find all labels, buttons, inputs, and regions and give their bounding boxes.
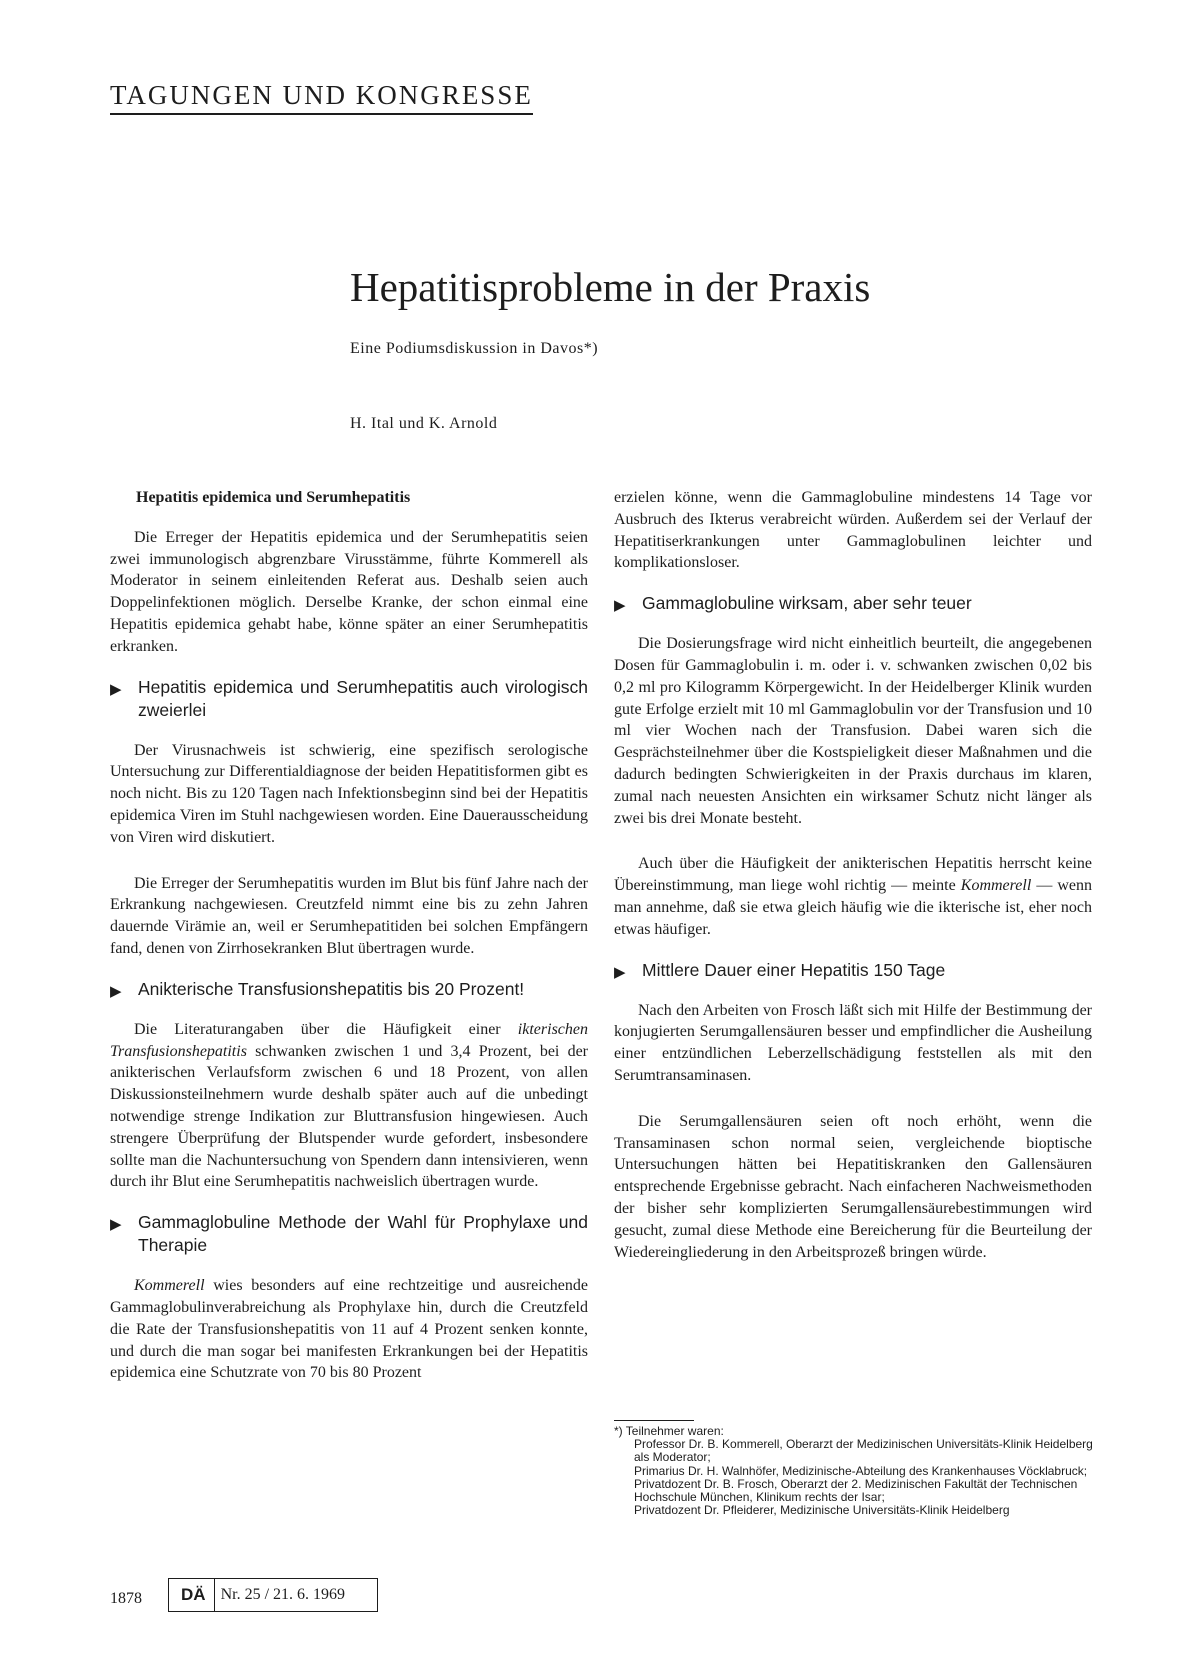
subheading: ▶ Gammaglobuline Methode der Wahl für Prophylaxe und Therapie bbox=[110, 1212, 588, 1256]
paragraph: Die Serumgallensäuren seien oft noch erhöht, wenn die Transaminasen schon normal seien, vergleichende bioptische Untersuchungen hätten bei Hepatitiskranken den Gallensäuren entsprechende Ergebnisse gebracht. Nach einfacheren Nachweismethoden der bisher sehr komplizierten Serumgallensäurebestimmungen wird gesucht, zumal diese Methode eine Bereicherung für die Beurteilung der Wiedereingliederung in den Arbeitsprozeß bringen würde. bbox=[614, 1112, 1092, 1261]
journal-issue-box bbox=[168, 1578, 378, 1612]
triangle-right-icon: ▶ bbox=[110, 1216, 122, 1234]
issue-label: Nr. 25 / 21. 6. 1969 bbox=[220, 1586, 346, 1603]
subheading: ▶ Hepatitis epidemica und Serumhepatitis auch virologisch zweierlei bbox=[110, 676, 588, 720]
footnote bbox=[614, 1420, 1094, 1517]
article-title: Hepatitisprobleme in der Praxis bbox=[350, 264, 871, 310]
footnote-item: Primarius Dr. H. Walnhöfer, Medizinische-Abteilung des Krankenhauses Vöcklabruck; bbox=[634, 1463, 1088, 1478]
subheading-bold: Hepatitis epidemica und Serumhepatitis bbox=[136, 489, 411, 506]
paragraph: Die Erreger der Hepatitis epidemica und der Serumhepatitis seien zwei immunologisch abgrenzbare Virusstämme, führte Kommerell als Moderator in seinem einleitenden Referat aus. Deshalb seien auch Doppelinfektionen möglich. Derselbe Kranke, der schon einmal eine Hepatitis epidemica gehabt habe, könne später an einer Serumhepatitis erkranken. bbox=[110, 528, 588, 655]
paragraph: Der Virusnachweis ist schwierig, eine spezifisch serologische Untersuchung zur Differentialdiagnose der beiden Hepatitisformen gibt es noch nicht. Bis zu 120 Tagen nach Infektionsbeginn sind bei der Hepatitis epidemica Viren im Stuhl nachgewiesen worden. Eine Dauerausscheidung von Viren wird diskutiert. bbox=[110, 741, 588, 846]
article-subtitle: Eine Podiumsdiskussion in Davos*) bbox=[350, 340, 599, 357]
paragraph: erzielen könne, wenn die Gammaglobuline mindestens 14 Tage vor Ausbruch des Ikterus verabreicht würden. Außerdem sei der Verlauf der Hepatitiserkrankungen unter Gammaglobulinen leichter und komplikationsloser. bbox=[614, 489, 1092, 572]
subheading: ▶ Anikterische Transfusionshepatitis bis 20 Prozent! bbox=[110, 978, 588, 1001]
triangle-right-icon: ▶ bbox=[110, 982, 122, 1000]
paragraph: Die Erreger der Serumhepatitis wurden im Blut bis fünf Jahre nach der Erkrankung nachgewiesen. Creutzfeld nimmt eine bis zu zehn Jahren dauernde Virämie an, weil er Serumhepatitiden bei solchen Empfängern fand, denen von Zirrhosekranken Blut übertragen wurde. bbox=[110, 874, 588, 957]
subheading: ▶ Mittlere Dauer einer Hepatitis 150 Tage bbox=[614, 959, 1092, 982]
journal-logo: DÄ bbox=[169, 1579, 215, 1611]
subheading: ▶ Gammaglobuline wirksam, aber sehr teuer bbox=[614, 592, 1092, 615]
left-column bbox=[110, 487, 588, 1384]
paragraph: Die Literaturangaben über die Häufigkeit einer ikterischen Transfusionshepatitis schwanken zwischen 1 und 3,4 Prozent, bei der anikterischen Verlaufsform zwischen 6 und 18 Prozent, von allen Diskussionsteilnehmern wurde deshalb später auch auf die unbedingt notwendige strenge Indikation zur Bluttransfusion hingewiesen. Auch strengere Überprüfung der Blutspender wurde gefordert, insbesondere sollte man die Nachuntersuchung von Spendern dann intensivieren, wenn durch ihr Blut eine Serumhepatitis nachweislich übertragen wurde. bbox=[110, 1020, 588, 1191]
footnote-rule bbox=[614, 1420, 694, 1421]
section-underline bbox=[110, 113, 533, 115]
footnote-item: Professor Dr. B. Kommerell, Oberarzt der Medizinischen Universitäts-Klinik Heidelberg als Moderator; bbox=[634, 1437, 1093, 1465]
footnote-item: Privatdozent Dr. B. Frosch, Oberarzt der 2. Medizinischen Fakultät der Technischen Hochschule München, Klinikum rechts der Isar; bbox=[634, 1476, 1078, 1505]
triangle-right-icon: ▶ bbox=[110, 680, 122, 698]
triangle-right-icon: ▶ bbox=[614, 963, 626, 981]
paragraph: Die Dosierungsfrage wird nicht einheitlich beurteilt, die angegebenen Dosen für Gammaglobulin i. m. oder i. v. schwanken zwischen 0,02 bis 0,2 ml pro Kilogramm Körpergewicht. In der Heidelberger Klinik wurden gute Erfolge erzielt mit 10 ml Gammaglobulin vor der Transfusion und 10 ml vier Wochen nach der Transfusion. Dabei waren sich die Gesprächsteilnehmer über die Kostspieligkeit dieser Maßnahmen und die dadurch bedingten Schwierigkeiten in der Praxis durchaus im klaren, zumal nach neuesten Ansichten ein wirksamer Schutz nicht länger als zwei bis drei Monate besteht. bbox=[614, 635, 1092, 827]
footnote-lead: *) Teilnehmer waren: bbox=[614, 1424, 724, 1438]
paragraph: Nach den Arbeiten von Frosch läßt sich mit Hilfe der Bestimmung der konjugierten Serumgallensäuren besser und empfindlicher die Ausheilung einer entzündlichen Leberzellschädigung feststellen als mit den Serumtransaminasen. bbox=[614, 1001, 1092, 1084]
paragraph: Auch über die Häufigkeit der anikterischen Hepatitis herrscht keine Übereinstimmung, man liege wohl richtig — meinte Kommerell — wenn man annehme, daß sie etwa gleich häufig wie die ikterische ist, eher noch etwas häufiger. bbox=[614, 855, 1093, 938]
article-authors: H. Ital und K. Arnold bbox=[350, 415, 498, 432]
right-column bbox=[614, 487, 1092, 1263]
footnote-item: Privatdozent Dr. Pfleiderer, Medizinische Universitäts-Klinik Heidelberg bbox=[634, 1503, 1010, 1518]
paragraph: Kommerell wies besonders auf eine rechtzeitige und ausreichende Gammaglobulinverabreichung als Prophylaxe hin, durch die Creutzfeld die Rate der Transfusionshepatitis von 11 auf 4 Prozent senken konnte, und durch die man sogar bei manifesten Erkrankungen bei der Hepatitis epidemica eine Schutzrate von 70 bis 80 Prozent bbox=[110, 1277, 588, 1382]
section-heading: TAGUNGEN UND KONGRESSE bbox=[110, 80, 533, 110]
triangle-right-icon: ▶ bbox=[614, 597, 626, 615]
page-number: 1878 bbox=[110, 1590, 142, 1607]
